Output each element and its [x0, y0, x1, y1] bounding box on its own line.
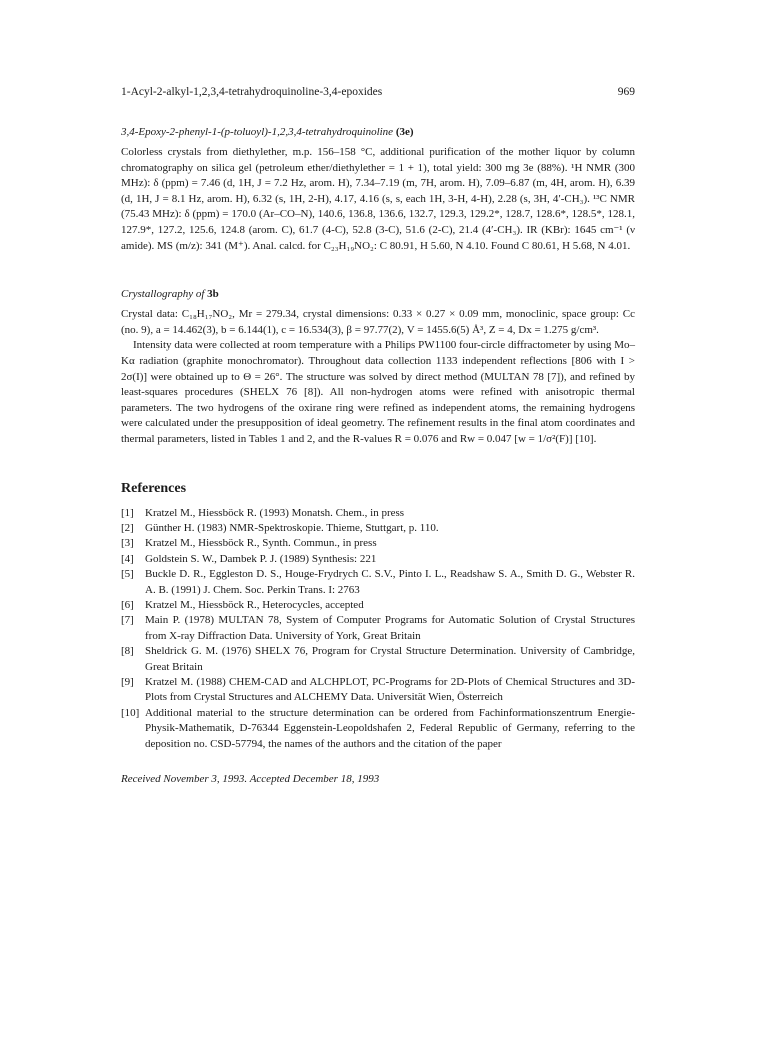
- reference-number: [7]: [121, 614, 134, 627]
- reference-item: [121, 598, 635, 613]
- compound-heading: [121, 126, 635, 138]
- reference-number: [9]: [121, 675, 134, 688]
- reference-item: [121, 675, 635, 706]
- crystallography-heading: [121, 288, 635, 300]
- reference-text: Main P. (1978) MULTAN 78, System of Computer Programs for Automatic Solution of Crystal Structures from X-ray Diffraction Data. University of York, Great Britain: [145, 614, 635, 642]
- compound-title: 3,4-Epoxy-2-phenyl-1-(p-toluoyl)-1,2,3,4-tetrahydroquinoline: [121, 126, 394, 138]
- compound-label: (3e): [395, 126, 414, 138]
- reference-item: [121, 552, 635, 567]
- reference-number: [5]: [121, 568, 134, 581]
- reference-text: Kratzel M., Hiessböck R., Heterocycles, accepted: [145, 598, 364, 611]
- intensity-data-paragraph: Intensity data were collected at room temperature with a Philips PW1100 four-circle diffractometer by using Mo–Kα radiation (graphite monochromator). Throughout data collection 1133 independent reflections [806 with I > 2σ(I)] were obtained up to Θ = 26°. The structure was solved by direct method (MULTAN 78 [7]), and refined by least-squares procedures (SHELX 76 [8]). All non-hydrogen atoms were refined with anisotropic thermal parameters. The two hydrogens of the oxirane ring were refined as independent atoms, the remaining hydrogens were calculated under the presupposition of ideal geometry. The refinement results in the final atom coordinates and thermal parameters, listed in Tables 1 and 2, and the R-values R = 0.076 and Rw = 0.047 [w = 1/σ²(F)] [10].: [121, 339, 635, 445]
- reference-text: Kratzel M. (1988) CHEM-CAD and ALCHPLOT, PC-Programs for 2D-Plots of Chemical Structures and 3D-Plots from Crystal Structures and ALCHEMY Data. Universität Wien, Österreich: [145, 675, 635, 704]
- reference-item: [121, 521, 635, 536]
- reference-number: [4]: [121, 552, 134, 565]
- crystal-data-paragraph: Crystal data: C₁₈H₁₇NO₂, Mr = 279.34, crystal dimensions: 0.33 × 0.27 × 0.09 mm, monoclinic, space group: Cc (no. 9), a = 14.462(3), b = 6.144(1), c = 16.534(3), β = 97.77(2), V = 1455.6(5) Å³, Z = 4, Dx = 1.275 g/cm³.: [121, 308, 635, 336]
- reference-item: [121, 567, 635, 598]
- reference-item: [121, 706, 635, 752]
- running-head: [121, 86, 635, 102]
- reference-number: [10]: [121, 706, 140, 719]
- reference-number: [8]: [121, 645, 134, 658]
- reference-item: [121, 536, 635, 551]
- reference-text: Kratzel M., Hiessböck R. (1993) Monatsh. Chem., in press: [145, 506, 405, 519]
- compound-description: Colorless crystals from diethylether, m.p. 156–158 °C, additional purification of the mother liquor by column chromatography on silica gel (petroleum ether/diethylether = 1 + 1), total yield: 300 mg 3e (88%). ¹H NMR (300 MHz): δ (ppm) = 7.46 (d, 1H, J = 7.2 Hz, arom. H), 7.34–7.19 (m, 7H, arom. H), 7.09–6.87 (m, 4H, arom. H), 6.39 (d, 1H, J = 8.1 Hz, arom. H), 6.32 (s, 1H, 2-H), 4.17, 4.16 (s, s, each 1H, 3-H, 4-H), 2.28 (s, 3H, 4′-CH₃). ¹³C NMR (75.43 MHz): δ (ppm) = 170.0 (Ar–CO–N), 140.6, 136.8, 136.6, 132.7, 129.3, 129.2*, 128.7, 128.6*, 128.5*, 128.1, 127.9*, 127.2, 125.6, 124.8 (arom. C), 61.7 (4-C), 52.8 (3-C), 51.6 (2-C), 21.4 (4′-CH₃). IR (KBr): 1645 cm⁻¹ (ν amide). MS (m/z): 341 (M⁺). Anal. calcd. for C₂₃H₁₉NO₂: C 80.91, H 5.60, N 4.10. Found C 80.61, H 5.68, N 4.01.: [121, 146, 635, 252]
- crystallography-title: Crystallography of: [121, 288, 205, 301]
- reference-text: Goldstein S. W., Dambek P. J. (1989) Synthesis: 221: [145, 552, 377, 565]
- references-heading: References: [121, 480, 187, 496]
- received-note: Received November 3, 1993. Accepted December 18, 1993: [121, 773, 380, 785]
- reference-number: [6]: [121, 598, 134, 611]
- reference-number: [2]: [121, 521, 134, 534]
- reference-item: [121, 644, 635, 675]
- reference-text: Günther H. (1983) NMR-Spektroskopie. Thieme, Stuttgart, p. 110.: [145, 521, 439, 534]
- reference-text: Additional material to the structure determination can be ordered from Fachinformationszentrum Energie-Physik-Mathematik, D-76344 Eggenstein-Leopoldshafen 2, Federal Republic of Germany, referring to the deposition no. CSD-57794, the names of the authors and the citation of the paper: [145, 706, 635, 750]
- crystallography-label: 3b: [207, 288, 219, 301]
- running-title: 1-Acyl-2-alkyl-1,2,3,4-tetrahydroquinoline-3,4-epoxides: [121, 86, 383, 98]
- page: [121, 86, 635, 785]
- reference-number: [1]: [121, 506, 134, 519]
- references-list: [121, 506, 635, 753]
- reference-number: [3]: [121, 537, 134, 550]
- reference-item: [121, 613, 635, 644]
- reference-text: Kratzel M., Hiessböck R., Synth. Commun., in press: [145, 537, 377, 550]
- page-number: 969: [617, 86, 635, 98]
- reference-text: Buckle D. R., Eggleston D. S., Houge-Frydrych C. S.V., Pinto I. L., Readshaw S. A., Smith D. G., Webster R. A. B. (1991) J. Chem. Soc. Perkin Trans. I: 2763: [145, 568, 635, 596]
- reference-text: Sheldrick G. M. (1976) SHELX 76, Program for Crystal Structure Determination. University of Cambridge, Great Britain: [145, 645, 635, 673]
- reference-item: [121, 506, 635, 521]
